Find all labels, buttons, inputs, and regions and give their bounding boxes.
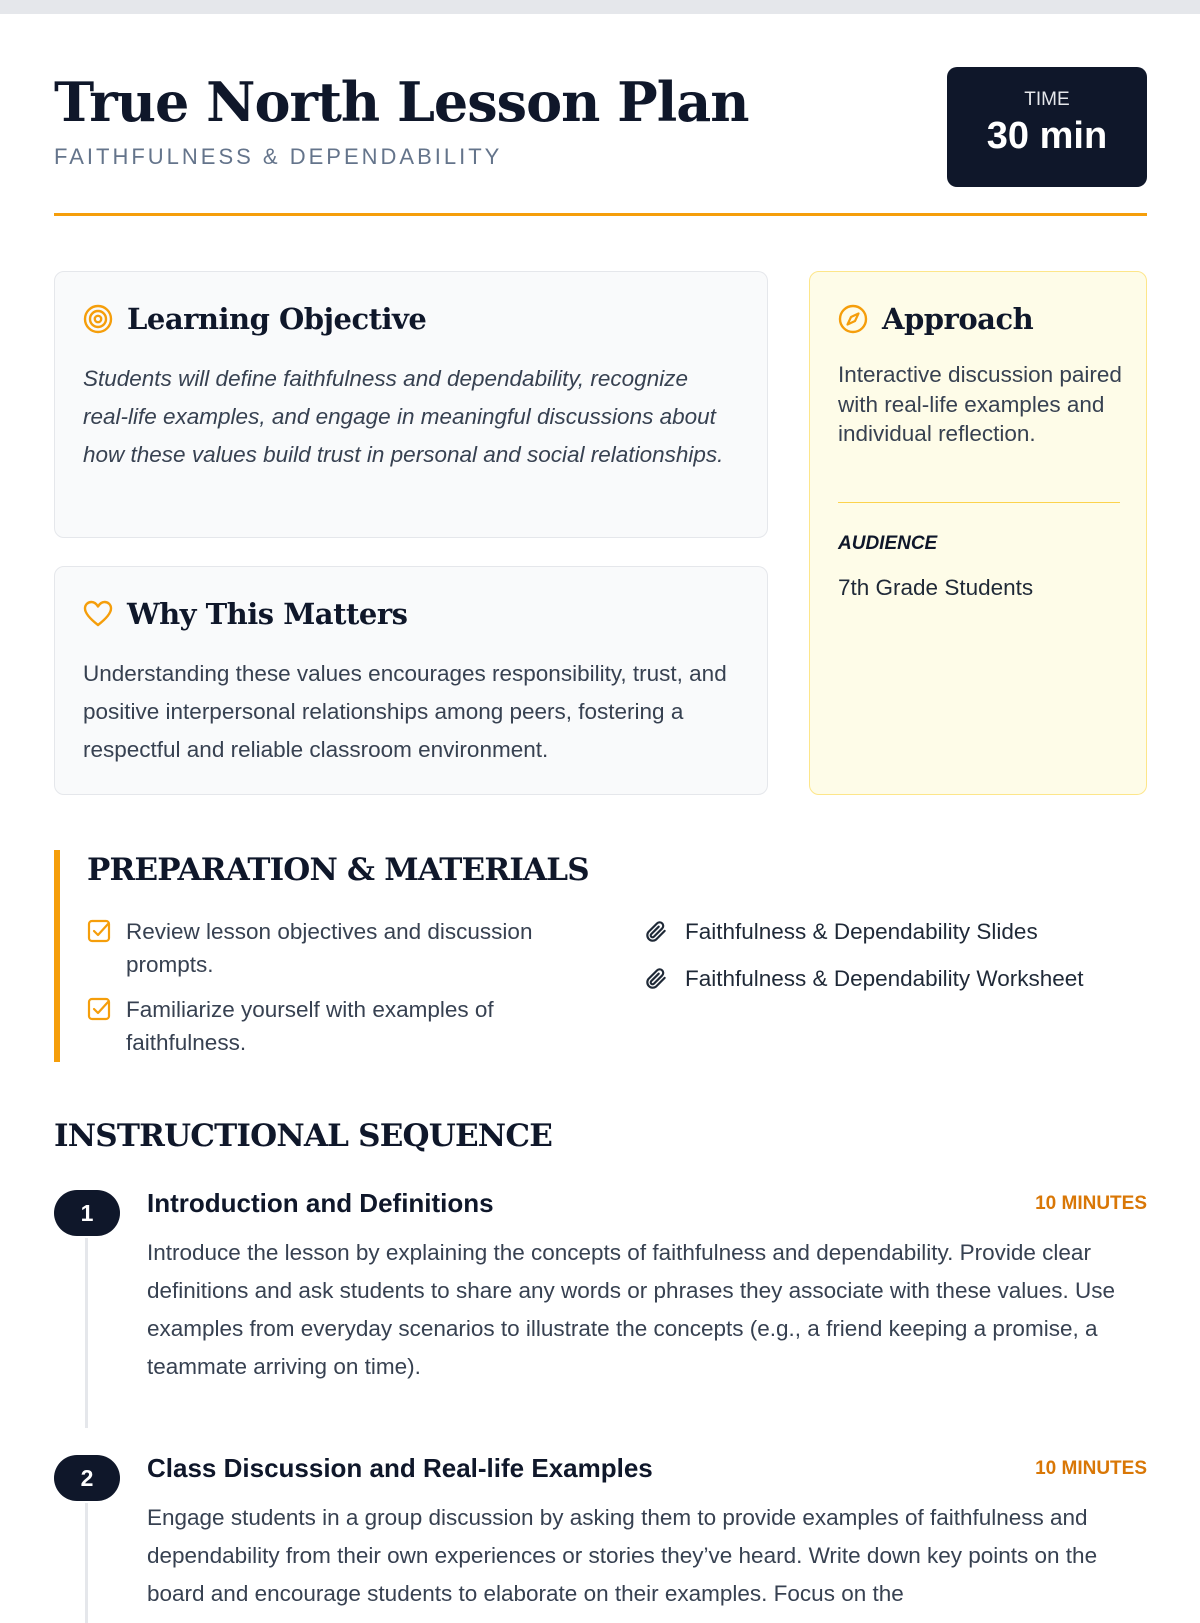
approach-card	[809, 271, 1147, 795]
step-title: Class Discussion and Real-life Examples	[147, 1453, 653, 1483]
target-icon	[83, 304, 113, 334]
learning-objective-heading: Learning Objective	[127, 302, 427, 336]
paperclip-icon	[643, 966, 669, 992]
learning-objective-text: Students will define faithfulness and dependability, recognize real-life examples, and engage in meaningful discussions about how these values build trust in personal and social relationships.	[83, 366, 724, 467]
list-item	[87, 993, 607, 1059]
learning-objective-card	[54, 271, 768, 538]
audience-label: AUDIENCE	[838, 533, 938, 554]
sequence-heading: INSTRUCTIONAL SEQUENCE	[54, 1118, 553, 1154]
timeline-line	[85, 1238, 88, 1428]
preparation-heading: PREPARATION & MATERIALS	[87, 852, 589, 888]
time-value: 30 min	[986, 115, 1108, 157]
step-number-badge: 2	[54, 1455, 120, 1501]
preparation-task-text: Familiarize yourself with examples of faithfulness.	[126, 997, 494, 1055]
approach-text: Interactive discussion paired with real-life examples and individual reflection.	[838, 362, 1122, 446]
paperclip-icon	[643, 919, 669, 945]
page-title: True North Lesson Plan	[54, 70, 749, 134]
material-link[interactable]: Faithfulness & Dependability Worksheet	[685, 965, 1084, 991]
checkbox-checked-icon	[87, 919, 111, 943]
material-item[interactable]	[643, 915, 1163, 948]
approach-header	[838, 302, 1033, 336]
step-duration: 10 MINUTES	[1035, 1458, 1147, 1479]
step-description: Engage students in a group discussion by asking them to provide examples of faithfulness and dependability from their own experiences or stories they’ve heard. Write down key points on the board and encourage students to elaborate on their examples. Focus on the	[147, 1505, 1098, 1606]
time-label: TIME	[1024, 89, 1070, 110]
top-strip	[0, 0, 1200, 14]
list-item	[87, 915, 607, 981]
step-title: Introduction and Definitions	[147, 1188, 494, 1218]
preparation-accent-bar	[54, 850, 60, 1062]
header-divider	[54, 213, 1147, 216]
compass-icon	[838, 304, 868, 334]
step-duration: 10 MINUTES	[1035, 1193, 1147, 1214]
why-this-matters-card	[54, 566, 768, 795]
checkbox-checked-icon	[87, 997, 111, 1021]
step-number-badge: 1	[54, 1190, 120, 1236]
preparation-task-list	[87, 915, 607, 1071]
learning-objective-header	[83, 302, 426, 336]
approach-divider	[838, 502, 1120, 503]
heart-icon	[83, 599, 113, 629]
why-this-matters-text: Understanding these values encourages responsibility, trust, and positive interpersonal relationships among peers, fostering a respectful and reliable classroom environment.	[83, 661, 727, 762]
why-this-matters-heading: Why This Matters	[127, 597, 408, 631]
audience-value: 7th Grade Students	[838, 575, 1034, 600]
step-description: Introduce the lesson by explaining the concepts of faithfulness and dependability. Provide clear definitions and ask students to share any words or phrases they associate with these values. Use examples from everyday scenarios to illustrate the concepts (e.g., a friend keeping a promise, a teammate arriving on time).	[147, 1240, 1116, 1379]
materials-list	[643, 915, 1163, 1009]
preparation-task-text: Review lesson objectives and discussion prompts.	[126, 919, 533, 977]
time-badge	[947, 67, 1147, 187]
material-link[interactable]: Faithfulness & Dependability Slides	[685, 918, 1038, 944]
timeline-line	[85, 1503, 88, 1623]
material-item[interactable]	[643, 962, 1163, 995]
page-subtitle: FAITHFULNESS & DEPENDABILITY	[54, 144, 503, 169]
approach-heading: Approach	[882, 302, 1034, 336]
why-this-matters-header	[83, 597, 407, 631]
